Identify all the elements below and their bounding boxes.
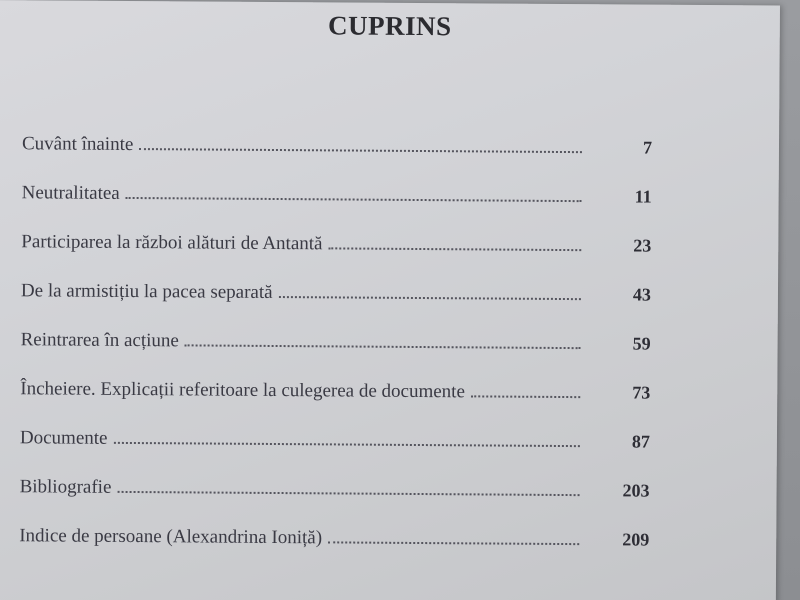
dot-leader	[328, 247, 581, 251]
toc-entry-title: Bibliografie	[19, 476, 112, 498]
toc-entry-bibliografie	[19, 476, 649, 529]
toc-entry-armistitiu	[21, 280, 651, 333]
toc-entry-title: Neutralitatea	[21, 182, 120, 204]
toc-entry-page: 203	[622, 480, 650, 501]
dot-leader	[185, 344, 581, 349]
toc-entry-title: Documente	[19, 427, 108, 449]
toc-entry-title: Participarea la război alături de Antantă	[21, 231, 323, 255]
toc-entry-page: 43	[632, 284, 652, 305]
toc-entry-participarea	[21, 231, 651, 284]
toc-entry-title: Reintrarea în acțiune	[20, 329, 179, 352]
toc-entry-indice	[19, 525, 649, 578]
toc-entry-title: Încheiere. Explicații referitoare la culegerea de documente	[20, 378, 466, 403]
toc-entry-cuvant-inainte	[22, 133, 652, 186]
dot-leader	[126, 197, 582, 202]
table-of-contents	[19, 133, 652, 578]
toc-entry-page: 7	[642, 137, 653, 158]
toc-entry-title: Cuvânt înainte	[21, 133, 134, 156]
dot-leader	[139, 148, 582, 153]
toc-entry-neutralitatea	[21, 182, 651, 235]
toc-entry-page: 73	[632, 382, 651, 403]
toc-entry-title: De la armistițiu la pacea separată	[20, 280, 273, 303]
dot-leader	[279, 296, 581, 300]
dot-leader	[117, 491, 579, 496]
toc-entry-page: 23	[633, 235, 652, 256]
page-title: CUPRINS	[327, 10, 452, 42]
dot-leader	[328, 541, 579, 545]
toc-entry-incheiere	[20, 378, 650, 431]
toc-entry-page: 59	[632, 333, 651, 354]
toc-entry-page: 209	[622, 529, 650, 550]
dot-leader	[471, 395, 580, 398]
toc-entry-page: 11	[634, 186, 652, 207]
toc-entry-title: Indice de persoane (Alexandrina Ioniță)	[19, 525, 323, 549]
toc-entry-reintrarea	[20, 329, 650, 382]
toc-entry-page: 87	[631, 431, 651, 452]
dot-leader	[113, 442, 579, 447]
toc-entry-documente	[20, 427, 650, 480]
